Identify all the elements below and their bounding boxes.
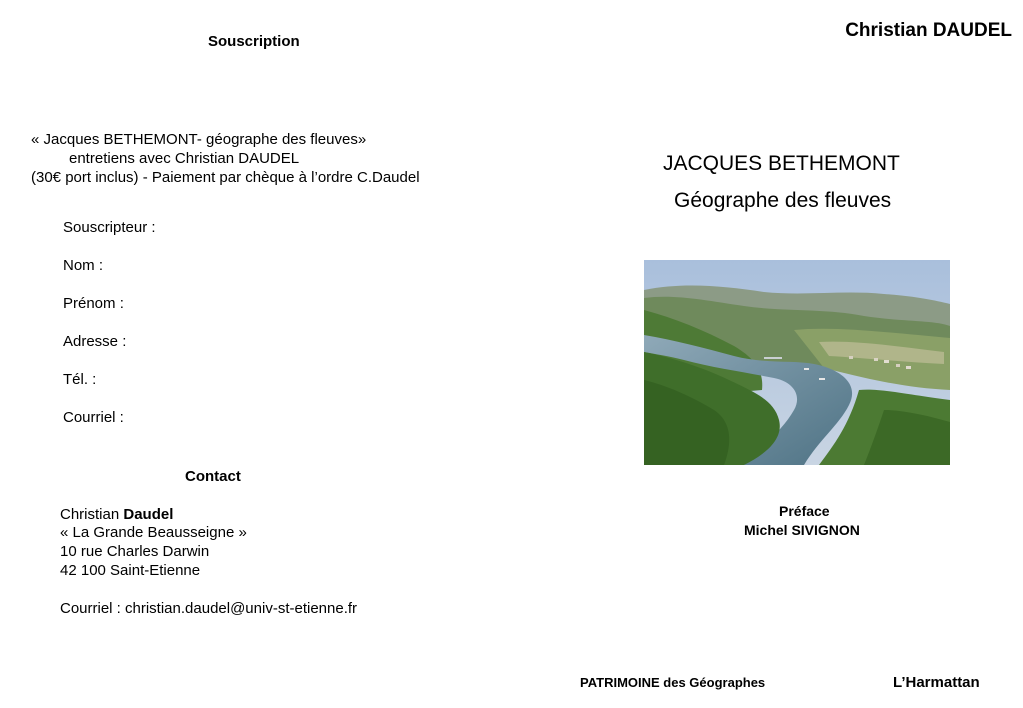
river-landscape-image [644, 260, 950, 465]
cover-photo-river [644, 260, 950, 465]
contact-name [60, 506, 173, 523]
collection-name: PATRIMOINE des Géographes [580, 675, 766, 690]
contact-heading: Contact [185, 468, 241, 485]
form-field-adresse: Adresse : [63, 333, 127, 350]
book-subtitle: Géographe des fleuves [674, 189, 892, 212]
book-line-3: (30€ port inclus) - Paiement par chèque à l’ordre C.Daudel [31, 169, 420, 186]
contact-email[interactable]: Courriel : christian.daudel@univ-st-etienne.fr [60, 600, 358, 617]
contact-last-name: Daudel [123, 506, 174, 523]
form-field-tel: Tél. : [63, 371, 97, 388]
preface-author: Michel SIVIGNON [744, 522, 860, 538]
publisher-name: L’Harmattan [893, 674, 980, 691]
contact-first-name: Christian [60, 506, 124, 523]
form-field-courriel: Courriel : [63, 409, 124, 426]
souscription-heading: Souscription [208, 33, 300, 50]
contact-address-line-2: 10 rue Charles Darwin [60, 543, 210, 560]
book-line-1: « Jacques BETHEMONT- géographe des fleuves» [31, 131, 367, 148]
form-field-prenom: Prénom : [63, 295, 124, 312]
book-line-2: entretiens avec Christian DAUDEL [69, 150, 300, 167]
form-field-souscripteur: Souscripteur : [63, 219, 156, 236]
book-title: JACQUES BETHEMONT [663, 152, 900, 175]
preface-label: Préface [779, 503, 830, 519]
author-name: Christian DAUDEL [845, 20, 1012, 41]
form-field-nom: Nom : [63, 257, 104, 274]
contact-address-line-1: « La Grande Beausseigne » [60, 524, 247, 541]
contact-address-line-3: 42 100 Saint-Etienne [60, 562, 201, 579]
